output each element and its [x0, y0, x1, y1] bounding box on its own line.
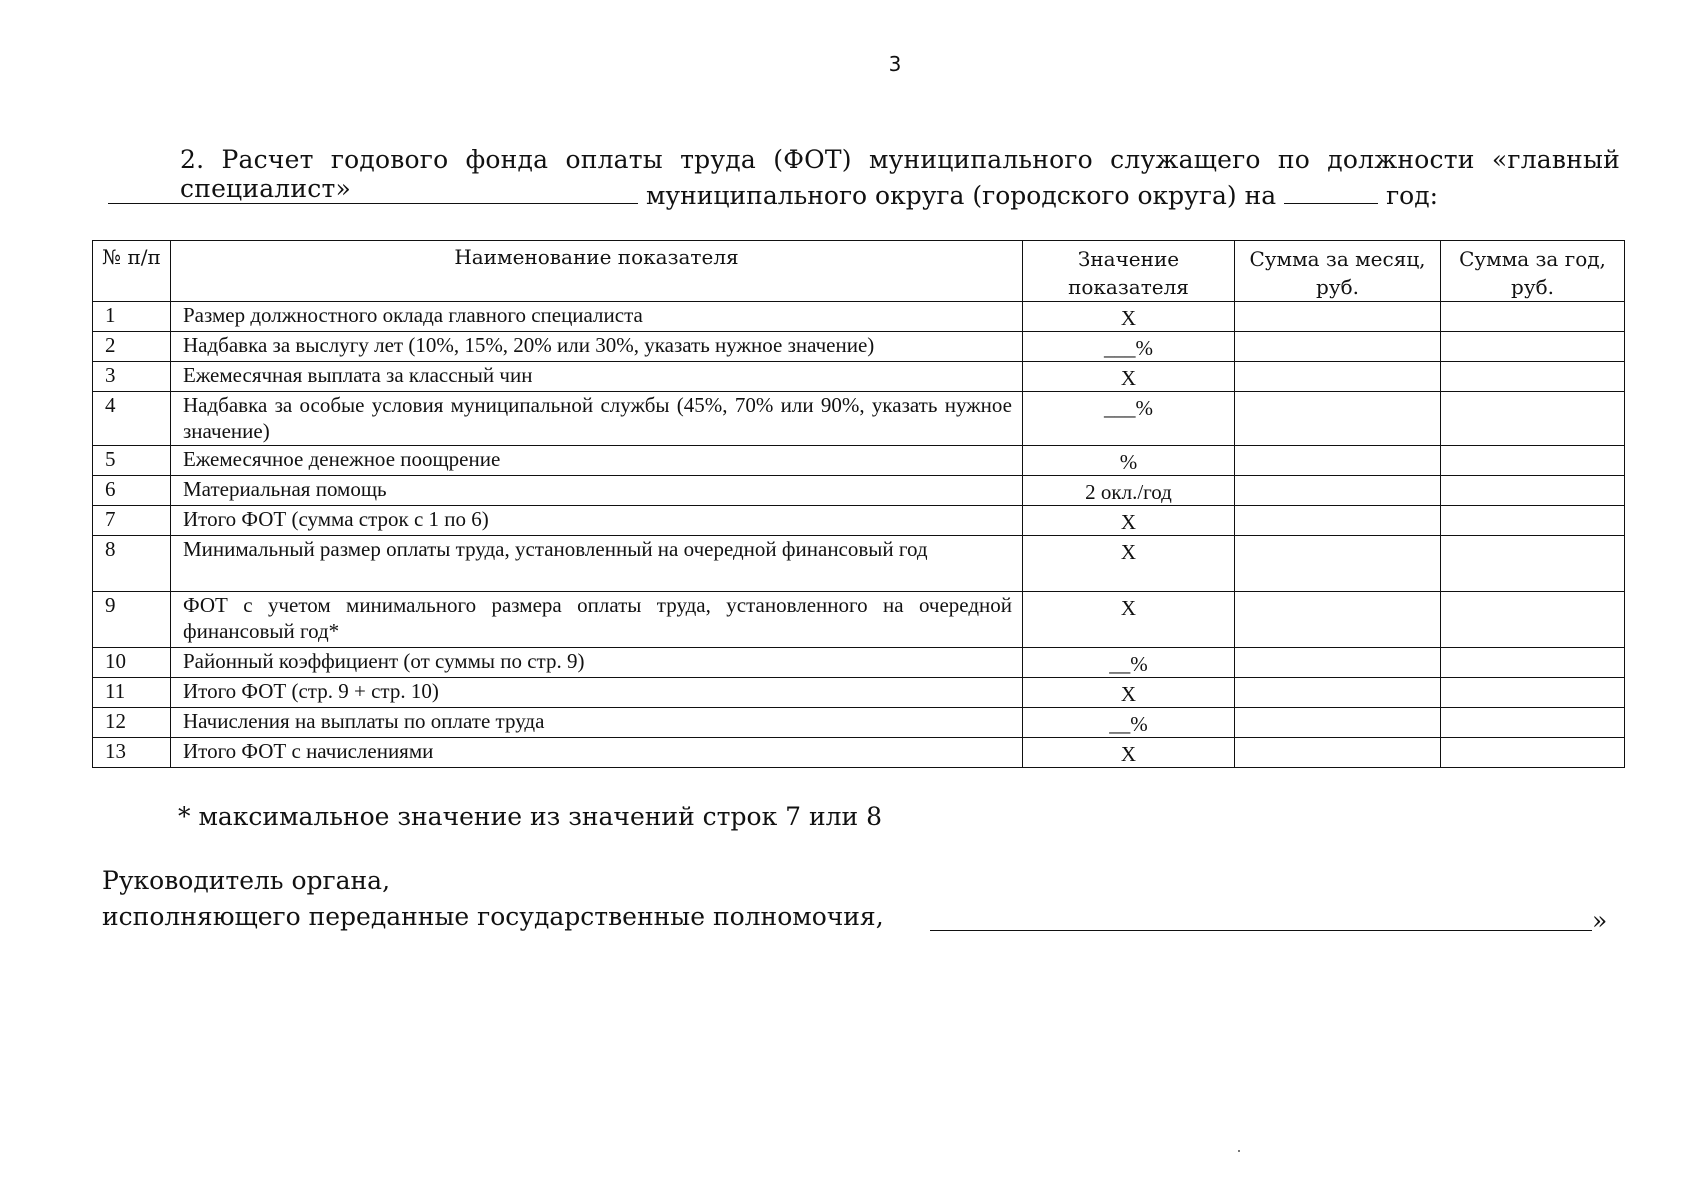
row-sum-year[interactable]: [1441, 648, 1625, 678]
row-num: 12: [93, 708, 171, 738]
row-sum-year[interactable]: [1441, 476, 1625, 506]
row-value: 2 окл./год: [1023, 476, 1235, 506]
table-row: [93, 302, 1625, 332]
row-num: 9: [93, 592, 171, 648]
table-row: [93, 536, 1625, 592]
row-sum-year[interactable]: [1441, 536, 1625, 592]
row-sum-year[interactable]: [1441, 362, 1625, 392]
row-num: 10: [93, 648, 171, 678]
row-name: Итого ФОТ (сумма строк с 1 по 6): [171, 506, 1023, 536]
row-name: Надбавка за выслугу лет (10%, 15%, 20% или 30%, указать нужное значение): [171, 332, 1023, 362]
row-num: 5: [93, 446, 171, 476]
row-num: 3: [93, 362, 171, 392]
row-value: Х: [1023, 738, 1235, 768]
row-value: __%: [1023, 648, 1235, 678]
table-row: [93, 392, 1625, 446]
row-sum-month[interactable]: [1235, 708, 1441, 738]
row-sum-year[interactable]: [1441, 506, 1625, 536]
scan-speck: [1238, 1150, 1240, 1152]
row-value: Х: [1023, 592, 1235, 648]
header-sum-year: Сумма за год, руб.: [1441, 241, 1625, 302]
header-value: Значение показателя: [1023, 241, 1235, 302]
header-sum-month: Сумма за месяц, руб.: [1235, 241, 1441, 302]
row-sum-year[interactable]: [1441, 592, 1625, 648]
table-row: [93, 738, 1625, 768]
row-value: ___%: [1023, 392, 1235, 446]
row-sum-month[interactable]: [1235, 392, 1441, 446]
signature-title-line1: Руководитель органа,: [102, 866, 391, 895]
year-blank-line: [1284, 181, 1378, 204]
row-sum-month[interactable]: [1235, 648, 1441, 678]
row-value: Х: [1023, 536, 1235, 592]
table-row: [93, 592, 1625, 648]
row-name: Начисления на выплаты по оплате труда: [171, 708, 1023, 738]
row-value: %: [1023, 446, 1235, 476]
closing-quote: »: [1592, 906, 1608, 935]
row-value: __%: [1023, 708, 1235, 738]
section-heading-continuation: [108, 181, 1439, 210]
row-sum-year[interactable]: [1441, 678, 1625, 708]
row-num: 4: [93, 392, 171, 446]
row-sum-month[interactable]: [1235, 476, 1441, 506]
table-row: [93, 648, 1625, 678]
table-row: [93, 708, 1625, 738]
row-value: Х: [1023, 302, 1235, 332]
section-heading: 2. Расчет годового фонда оплаты труда (ФОТ) муниципального служащего по должности «главный специалист»: [180, 145, 1620, 203]
row-sum-year[interactable]: [1441, 738, 1625, 768]
signature-title-line2: исполняющего переданные государственные полномочия,: [102, 902, 884, 931]
row-sum-month[interactable]: [1235, 362, 1441, 392]
table-row: [93, 332, 1625, 362]
row-name: Итого ФОТ (стр. 9 + стр. 10): [171, 678, 1023, 708]
row-num: 7: [93, 506, 171, 536]
row-num: 13: [93, 738, 171, 768]
row-sum-month[interactable]: [1235, 506, 1441, 536]
table-row: [93, 506, 1625, 536]
row-sum-year[interactable]: [1441, 302, 1625, 332]
row-name: Надбавка за особые условия муниципальной службы (45%, 70% или 90%, указать нужное значение): [171, 392, 1023, 446]
row-name: Итого ФОТ с начислениями: [171, 738, 1023, 768]
row-name: Минимальный размер оплаты труда, установленный на очередной финансовый год: [171, 536, 1023, 592]
footnote: * максимальное значение из значений строк 7 или 8: [178, 802, 883, 831]
row-sum-year[interactable]: [1441, 332, 1625, 362]
table-row: [93, 362, 1625, 392]
row-value: ___%: [1023, 332, 1235, 362]
municipality-blank-line: [108, 181, 638, 204]
row-num: 6: [93, 476, 171, 506]
table-row: [93, 446, 1625, 476]
row-sum-month[interactable]: [1235, 302, 1441, 332]
row-num: 11: [93, 678, 171, 708]
header-num: № п/п: [93, 241, 171, 302]
row-value: Х: [1023, 678, 1235, 708]
row-sum-month[interactable]: [1235, 332, 1441, 362]
row-name: Ежемесячная выплата за классный чин: [171, 362, 1023, 392]
row-name: ФОТ с учетом минимального размера оплаты труда, установленного на очередной финансовый год*: [171, 592, 1023, 648]
row-num: 2: [93, 332, 171, 362]
row-sum-month[interactable]: [1235, 738, 1441, 768]
row-value: Х: [1023, 362, 1235, 392]
row-sum-month[interactable]: [1235, 446, 1441, 476]
row-num: 1: [93, 302, 171, 332]
row-name: Размер должностного оклада главного специалиста: [171, 302, 1023, 332]
table-row: [93, 476, 1625, 506]
row-sum-month[interactable]: [1235, 592, 1441, 648]
payroll-table: [92, 240, 1625, 768]
table-header-row: [93, 241, 1625, 302]
heading-municipality-text: муниципального округа (городского округа) на: [645, 181, 1277, 210]
row-name: Районный коэффициент (от суммы по стр. 9): [171, 648, 1023, 678]
row-sum-month[interactable]: [1235, 678, 1441, 708]
row-name: Ежемесячное денежное поощрение: [171, 446, 1023, 476]
page-number: 3: [888, 52, 902, 76]
row-name: Материальная помощь: [171, 476, 1023, 506]
row-sum-month[interactable]: [1235, 536, 1441, 592]
heading-year-text: год:: [1386, 181, 1439, 210]
row-sum-year[interactable]: [1441, 446, 1625, 476]
row-sum-year[interactable]: [1441, 708, 1625, 738]
signature-blank-line[interactable]: [930, 930, 1592, 931]
table-row: [93, 678, 1625, 708]
row-value: Х: [1023, 506, 1235, 536]
row-sum-year[interactable]: [1441, 392, 1625, 446]
row-num: 8: [93, 536, 171, 592]
header-name: Наименование показателя: [171, 241, 1023, 302]
